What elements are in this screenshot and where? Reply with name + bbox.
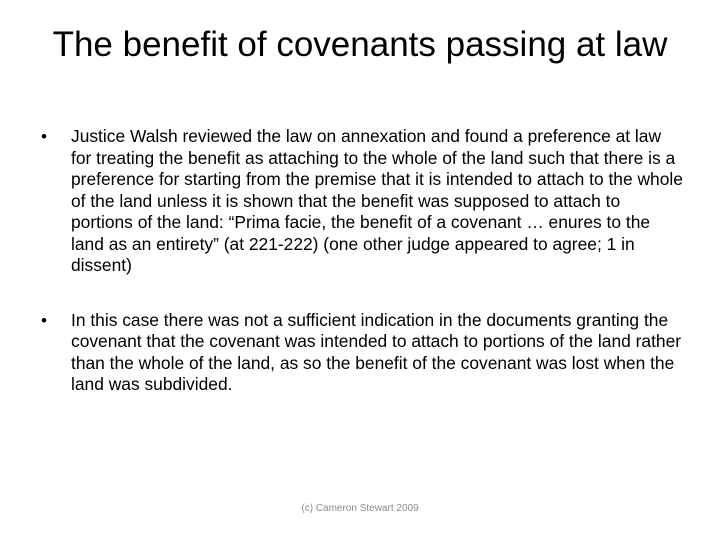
bullet-item — [36, 310, 686, 396]
bullet-dot-icon: • — [41, 310, 47, 330]
slide-footer: (c) Cameron Stewart 2009 — [301, 503, 419, 514]
bullet-text: In this case there was not a sufficient indication in the documents granting the covenant that the covenant was intended to attach to portions of the land rather than the whole of the land, as so the benefit of the covenant was lost when the land was subdivided. — [71, 309, 682, 394]
bullet-dot-icon: • — [41, 127, 47, 146]
bullet-text: Justice Walsh reviewed the law on annexation and found a preference at law for treating the benefit as attaching to the whole of the land such that there is a preference for starting from the premise that it is intended to attach to the whole of the land unless it is shown that the benefit was supposed to attach to portions of the land: “Prima facie, the benefit of a covenant … enures to the land as an entirety” (at 221-222) (one other judge appeared to agree; 1 in dissent) — [71, 126, 683, 275]
slide-title: The benefit of covenants passing at law — [52, 25, 668, 64]
bullet-item — [36, 126, 686, 277]
bullet-list — [36, 126, 686, 396]
